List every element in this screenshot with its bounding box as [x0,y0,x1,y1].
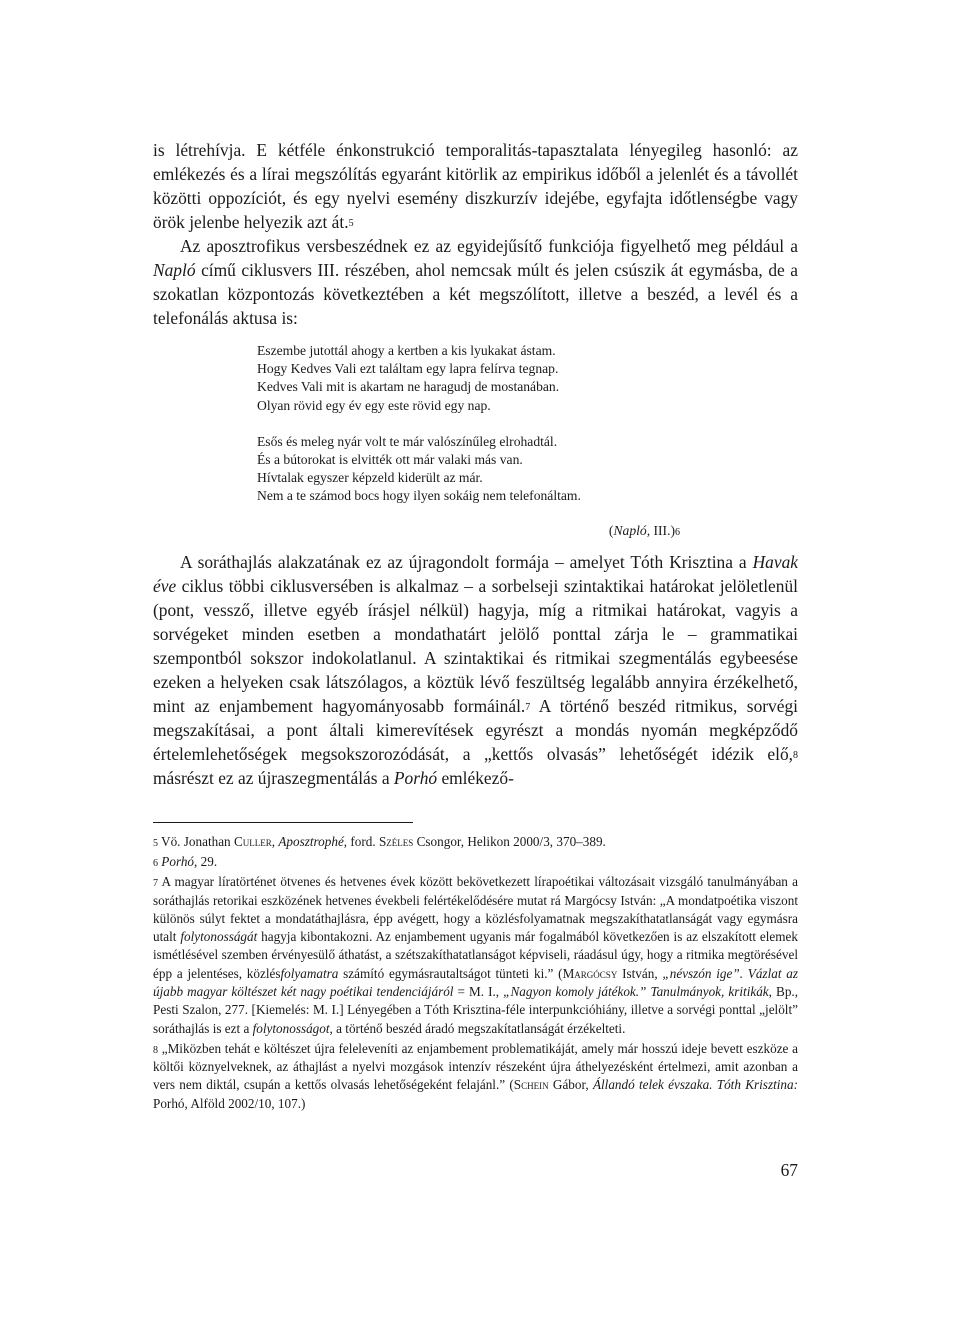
footnote-ref-7[interactable]: 7 [525,701,531,713]
poem-line: Kedves Vali mit is akartam ne haragudj de mostanában. [257,379,560,395]
poem-line: Hívtalak egyszer képzeld kiderült az már. [257,470,483,486]
work-title: Napló [153,260,196,280]
footnote-7: $^7$ A magyar líratörténet ötvenes és hetvenes évek között bekövetkezett lírapoétikai változásait vizsgáló tanulmányában a soráthajlás retorikai eszközének hetvenes évekbeli felértékelődésére mutat rá Margócsy István: „A mondatpoétika viszont különös súlyt fektet a mondatáthajlásra, épp avégett, hogy a közlésfolyamatnak megszakíthatatlanságát vagy egymásra utalt folytonosságát hagyja kibontakozni. Az enjambement ugyanis már fogalmából következően is az elszakított elemek ismétlésével szemben érvényesülő áthatást, a szétszakíthatatlanságot képviseli, ráadásul úgy, hogy a ritmika megtörésével épp a jelentéses, közlésfolyamatra számító egymásrautaltságot tünteti ki.” (Margócsy István, „névszón ige”. Vázlat az újabb magyar költészet két nagy poétikai tendenciájáról = M. I., „Nagyon komoly játékok.” Tanulmányok, kritikák, Bp., Pesti Szalon, 277. [Kiemelés: M. I.] Lényegében a Tóth Krisztina-féle interpunkcióhiány, illetve a sorvégi ponttal „jelölt” soráthajlás is ezt a folytonosságot, a történő beszéd áradó megszakítatlanságát érzékelteti. [153,874,799,1036]
poem-citation: (Napló, III.)$^6$ [608,522,680,538]
page-body [153,138,798,1115]
paragraph-continuation [153,138,798,234]
poem-line: Hogy Kedves Vali ezt találtam egy lapra felírva tegnap. [257,361,559,377]
footnote-5: $^5$ Vö. Jonathan Culler, Aposztrophé, ford. Széles Csongor, Helikon 2000/3, 370–389. [153,833,606,849]
work-title: Porhó [393,767,438,788]
paragraph-text: is létrehívja. E kétféle énkonstrukció temporalitás-tapasztalata lényegileg hasonló: az emlékezés és a lírai megszólítás egyaránt kitörlik az empirikus időből a jelenlét és a távollét közötti oppozíciót, és egy nyelvi esemény diszkurzív idejébe, egyfajta időtlenségbe vagy örök jelenbe helyezik azt át. [153,140,798,232]
footnote-separator [153,822,413,823]
paragraph-text: című ciklusvers III. részében, ahol nemcsak múlt és jelen csúszik át egymásba, de a szokatlan központozás következtében a két megszólított, illetve a beszéd, a levél és a telefonálás aktusa is: [153,260,798,328]
footnotes [153,833,798,1113]
page-number: 67 [780,1160,798,1180]
poem-quote [257,342,798,506]
poem-stanza-1 [257,342,798,415]
footnote-8: $^8$ „Miközben tehát e költészet újra feleleveníti az enjambement problematikáját, amely már hosszú ideje bevett eszköze a költői köznyelveknek, az áthajlást a nyelvi mozgások intenzív részeként újra áthelyezésként értelmezi, amit azonban a vers nem diktál, csupán a kettős olvasás lehetőségeként felajánl.” (Schein Gábor, Állandó telek évszaka. Tóth Krisztina: Porhó, Alföld 2002/10, 107.) [153,1040,798,1111]
poem-line: Eszembe jutottál ahogy a kertben a kis lyukakat ástam. [257,343,556,358]
paragraph-sorathajlas: A soráthajlás alakzatának ez az újragondolt formája – amelyet Tóth Krisztina a Havak éve ciklus többi ciklusversében is alkalmaz – a sorbelseji szintaktikai határokat jelöletlenül (pont, vessző, illetve egyéb írásjel nélkül) hagyja, míg a ritmikai határokat, vagyis a sorvégeket minden esetben a mondathatárt jelölő ponttal zárja le – grammatikai szempontból sokszor indokolatlanul. A szintaktikai és ritmikai szegmentálás egybeesése ezeken a helyeken csak látszólagos, a köztük lévő feszültség legalább annyira érzékelhető, mint az enjambement hagyományosabb formáinál.$^7$ A történő beszéd ritmikus, sorvégi megszakításai, a pont általi kimerevítések egyrészt a mondás nyomán megképződő értelemlehetőségek megsokszorozódását, a „kettős olvasás” lehetőségét idézik elő,$^8$ másrészt ez az újraszegmentálás a Porhó emlékező- [153,551,798,788]
poem-line: Esős és meleg nyár volt te már valószínűleg elrohadtál. [257,433,558,449]
poem-line: Nem a te számod bocs hogy ilyen sokáig nem telefonáltam. [257,488,581,504]
paragraph-text: Az aposztrofikus versbeszédnek ez az egyidejűsítő funkciója figyelhető meg például a [180,236,798,256]
poem-line: És a bútorokat is elvitték ott már valaki más van. [257,452,523,468]
poem-line: Olyan rövid egy év egy este rövid egy nap. [257,397,491,413]
footnote-ref-5[interactable]: 5 [348,218,354,229]
paragraph-aposztrofikus [153,234,798,330]
footnote-6: $^6$ Porhó, 29. [153,853,218,869]
citation-title: Napló [613,522,647,538]
footnote-ref-6[interactable]: 6 [675,526,680,538]
poem-stanza-2 [257,433,798,506]
work-title: Havak éve [153,551,798,596]
footnote-ref-8[interactable]: 8 [793,749,798,761]
